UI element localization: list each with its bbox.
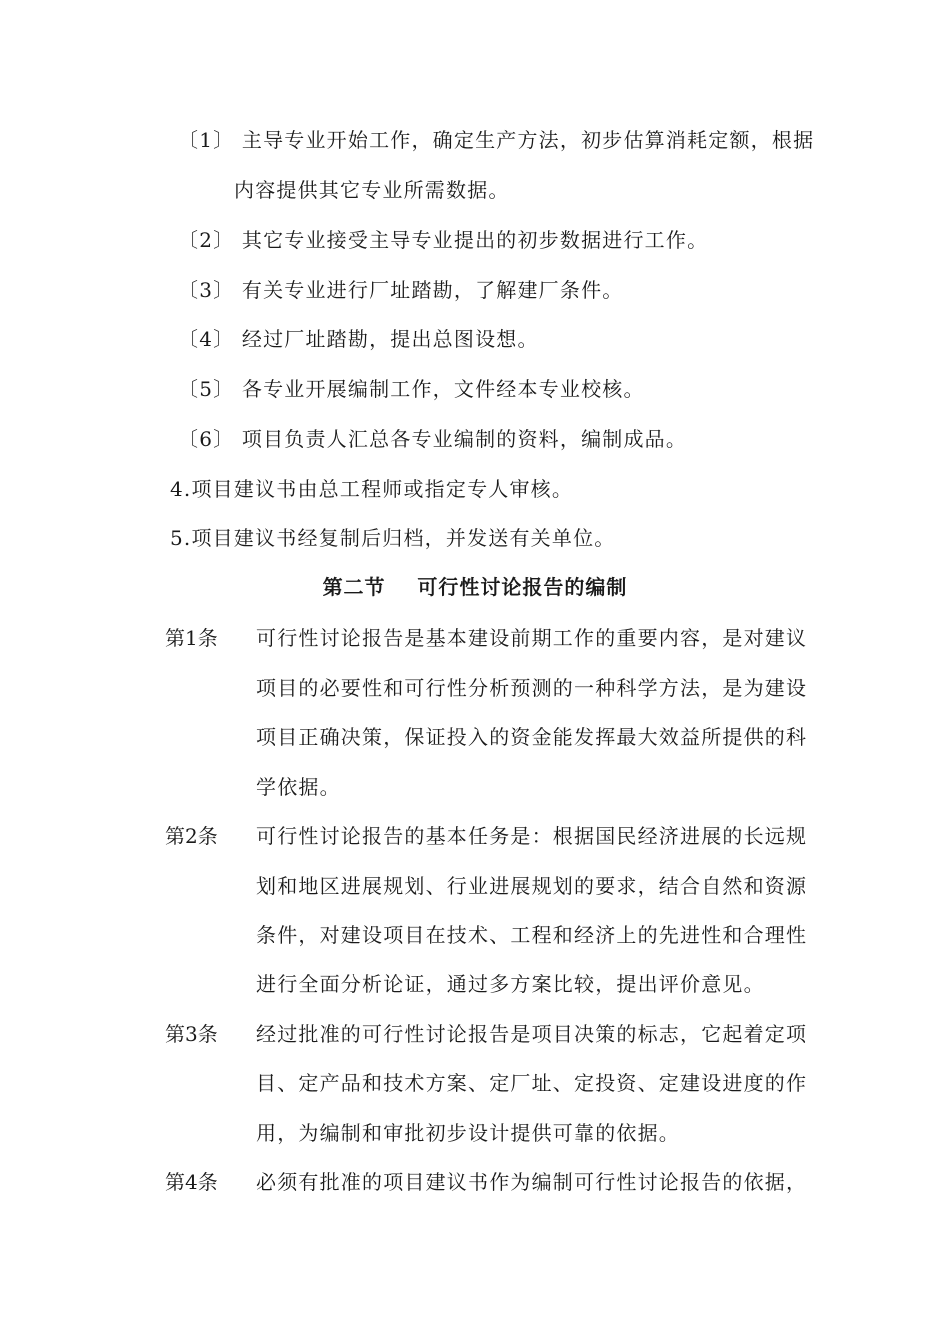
article-1-line-1: 可行性讨论报告是基本建设前期工作的重要内容，是对建议 [256,626,808,650]
numbered-item-4: 4.项目建议书由总工程师或指定专人审核。 [170,477,574,501]
step-3: 〔3〕 有关专业进行厂址踏勘，了解建厂条件。 [178,278,624,302]
article-2-label: 第2条 [165,824,218,848]
step-4: 〔4〕 经过厂址踏勘，提出总图设想。 [178,327,539,351]
article-2-line-1: 可行性讨论报告的基本任务是：根据国民经济进展的长远规 [256,824,808,848]
article-2-line-3: 条件，对建设项目在技术、工程和经济上的先进性和合理性 [256,923,808,947]
article-1-line-2: 项目的必要性和可行性分析预测的一种科学方法，是为建设 [256,676,808,700]
article-4-line-1: 必须有批准的项目建议书作为编制可行性讨论报告的依据， [256,1170,808,1194]
step-1-line-1: 〔1〕 主导专业开始工作，确定生产方法，初步估算消耗定额，根据 [178,128,815,152]
article-3-line-1: 经过批准的可行性讨论报告是项目决策的标志，它起着定项 [256,1022,808,1046]
article-4-label: 第4条 [165,1170,218,1194]
article-3-line-2: 目、定产品和技术方案、定厂址、定投资、定建设进度的作 [256,1071,808,1095]
article-2-line-2: 划和地区进展规划、行业进展规划的要求，结合自然和资源 [256,874,808,898]
step-1-line-2: 内容提供其它专业所需数据。 [234,178,510,202]
article-1-line-3: 项目正确决策，保证投入的资金能发挥最大效益所提供的科 [256,725,808,749]
article-3-line-3: 用，为编制和审批初步设计提供可靠的依据。 [256,1121,680,1145]
step-6: 〔6〕 项目负责人汇总各专业编制的资料，编制成品。 [178,427,688,451]
article-1-label: 第1条 [165,626,218,650]
article-1-line-4: 学依据。 [256,775,341,799]
step-5: 〔5〕 各专业开展编制工作，文件经本专业校核。 [178,377,645,401]
section-heading: 第二节 可行性讨论报告的编制 [322,575,628,599]
article-3-label: 第3条 [165,1022,218,1046]
step-2: 〔2〕 其它专业接受主导专业提出的初步数据进行工作。 [178,228,709,252]
numbered-item-5: 5.项目建议书经复制后归档，并发送有关单位。 [170,526,616,550]
article-2-line-4: 进行全面分析论证，通过多方案比较，提出评价意见。 [256,972,765,996]
